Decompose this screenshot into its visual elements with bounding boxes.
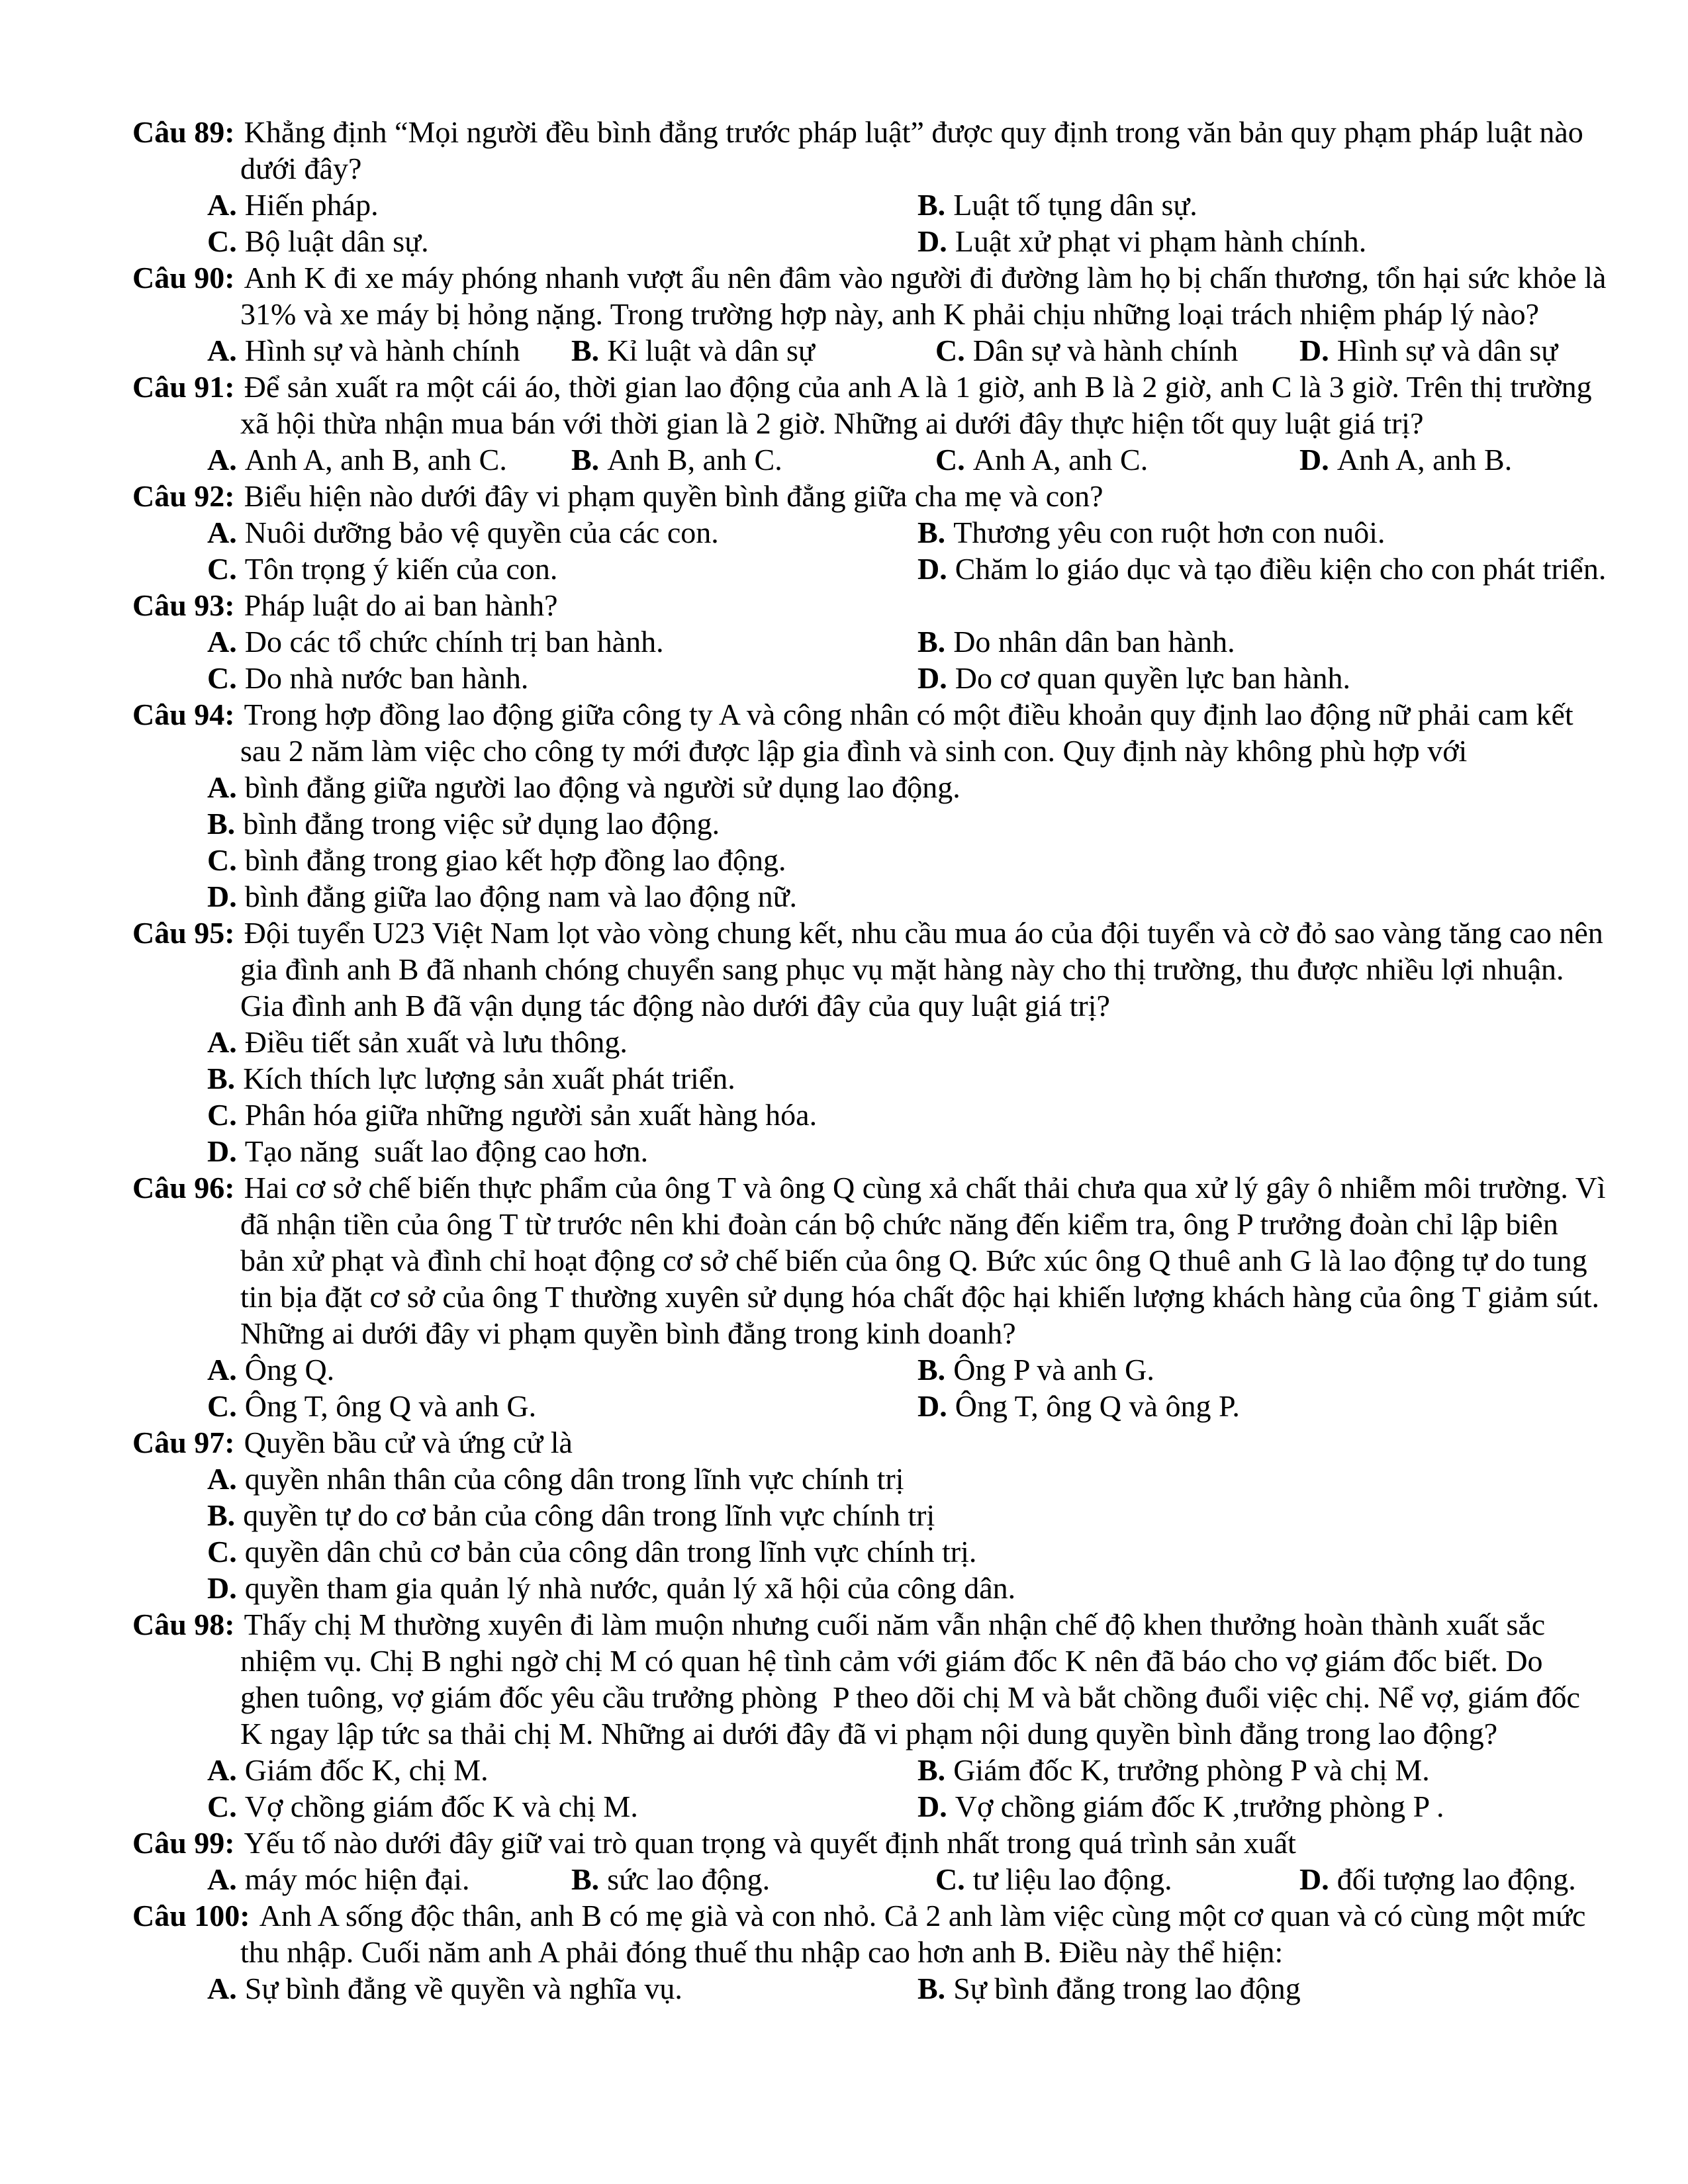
- option-letter: B.: [917, 516, 946, 549]
- option-letter: A.: [207, 443, 237, 477]
- option-letter: D.: [1299, 443, 1329, 477]
- question-block: [0, 696, 1688, 915]
- option-row: [0, 332, 1688, 369]
- option: [935, 334, 1238, 367]
- option: [207, 1862, 470, 1896]
- option-row: [0, 1097, 1688, 1133]
- question-line: [0, 1897, 1688, 1934]
- option-cell: [917, 1351, 1154, 1388]
- option: [207, 807, 720, 841]
- option-text: Luật xử phạt vi phạm hành chính.: [955, 224, 1367, 258]
- option-text: Giám đốc K, chị M.: [244, 1753, 489, 1787]
- option-row: [0, 1970, 1688, 2007]
- option-row: [0, 441, 1688, 478]
- option-letter: B.: [917, 1972, 946, 2005]
- option-text: Sự bình đẳng về quyền và nghĩa vụ.: [244, 1972, 682, 2005]
- question-block: [0, 369, 1688, 478]
- option: [1299, 1862, 1576, 1896]
- question-text: Trong hợp đồng lao động giữa công ty A và công nhân có một điều khoản quy định lao động nữ phải cam kết: [244, 698, 1573, 731]
- option-text: Ông T, ông Q và ông P.: [955, 1389, 1240, 1423]
- option-row: [0, 1788, 1688, 1825]
- question-line: [0, 915, 1688, 951]
- option: [917, 1753, 1430, 1787]
- option-text: Điều tiết sản xuất và lưu thông.: [244, 1025, 628, 1059]
- option: [571, 443, 782, 477]
- option: [1299, 443, 1512, 477]
- option-cell: [207, 1861, 571, 1897]
- question-line: [0, 987, 1688, 1024]
- option-text: máy móc hiện đại.: [244, 1862, 470, 1896]
- option: [207, 1098, 817, 1132]
- question-text: đã nhận tiền của ông T từ trước nên khi đoàn cán bộ chức năng đến kiểm tra, ông P trưởng đoàn chỉ lập biên: [240, 1207, 1558, 1241]
- option-letter: B.: [917, 1753, 946, 1787]
- option-text: Do cơ quan quyền lực ban hành.: [955, 661, 1350, 695]
- option: [917, 516, 1385, 549]
- question-text: Pháp luật do ai ban hành?: [244, 588, 558, 622]
- option: [207, 1025, 628, 1059]
- option: [207, 552, 557, 586]
- option-cell: [207, 551, 917, 587]
- option-text: Nuôi dưỡng bảo vệ quyền của các con.: [244, 516, 719, 549]
- question-text: gia đình anh B đã nhanh chóng chuyển sang phục vụ mặt hàng này cho thị trường, thu được nhiều lợi nhuận.: [240, 952, 1564, 986]
- option-letter: C.: [207, 1389, 237, 1423]
- option: [207, 880, 797, 913]
- option: [207, 516, 719, 549]
- question-text: thu nhập. Cuối năm anh A phải đóng thuế thu nhập cao hơn anh B. Điều này thể hiện:: [240, 1935, 1284, 1969]
- question-number: Câu 90:: [132, 261, 235, 295]
- option-letter: D.: [207, 880, 237, 913]
- question-number: Câu 98:: [132, 1608, 235, 1641]
- question-number: Câu 97:: [132, 1426, 235, 1459]
- question-block: [0, 259, 1688, 369]
- option-cell: [935, 441, 1299, 478]
- option-row: [0, 1861, 1688, 1897]
- option-cell: [917, 1388, 1240, 1424]
- option-text: Dân sự và hành chính: [972, 334, 1239, 367]
- question-text: Những ai dưới đây vi phạm quyền bình đẳng trong kinh doanh?: [240, 1316, 1016, 1350]
- question-number: Câu 94:: [132, 698, 235, 731]
- question-text: Anh A sống độc thân, anh B có mẹ già và con nhỏ. Cả 2 anh làm việc cùng một cơ quan và có cùng một mức: [259, 1899, 1586, 1933]
- option: [917, 552, 1606, 586]
- option-text: Giám đốc K, trưởng phòng P và chị M.: [953, 1753, 1430, 1787]
- option-row: [0, 769, 1688, 805]
- option: [917, 1353, 1154, 1387]
- option-text: Chăm lo giáo dục và tạo điều kiện cho con phát triển.: [955, 552, 1607, 586]
- question-text: sau 2 năm làm việc cho công ty mới được lập gia đình và sinh con. Quy định này không phù hợp với: [240, 734, 1468, 768]
- question-text: ghen tuông, vợ giám đốc yêu cầu trưởng phòng P theo dõi chị M và bắt chồng đuổi việc chị. Nể vợ, giám đốc: [240, 1680, 1580, 1714]
- option-cell: [917, 1752, 1430, 1788]
- option-text: Hình sự và dân sự: [1336, 334, 1558, 367]
- option-letter: A.: [207, 1025, 237, 1059]
- option-cell: [935, 1861, 1299, 1897]
- question-number: Câu 100:: [132, 1899, 250, 1933]
- option-letter: C.: [207, 661, 237, 695]
- option-cell: [571, 1861, 935, 1897]
- option-text: Do nhà nước ban hành.: [244, 661, 529, 695]
- option-text: Vợ chồng giám đốc K ,trưởng phòng P .: [955, 1790, 1444, 1823]
- option-text: Kỉ luật và dân sự: [607, 334, 815, 367]
- option-text: Hình sự và hành chính: [244, 334, 520, 367]
- option-letter: A.: [207, 1753, 237, 1787]
- option: [207, 1753, 489, 1787]
- question-line: [0, 259, 1688, 296]
- option-cell: [207, 1788, 917, 1825]
- question-line: [0, 1825, 1688, 1861]
- option-letter: D.: [917, 1389, 947, 1423]
- option-row: [0, 1461, 1688, 1497]
- option-row: [0, 1533, 1688, 1570]
- question-text: Khẳng định “Mọi người đều bình đẳng trước pháp luật” được quy định trong văn bản quy phạm pháp luật nào: [244, 115, 1583, 149]
- option: [207, 188, 379, 222]
- exam-question-list: [0, 114, 1688, 2007]
- option-letter: C.: [207, 1535, 237, 1569]
- question-line: [0, 369, 1688, 405]
- option-cell: [917, 1788, 1444, 1825]
- option-letter: B.: [207, 1498, 236, 1532]
- question-line: [0, 296, 1688, 332]
- option-letter: A.: [207, 1972, 237, 2005]
- option-row: [0, 878, 1688, 915]
- question-line: [0, 1206, 1688, 1242]
- option-row: [0, 223, 1688, 259]
- option-row: [0, 1060, 1688, 1097]
- option-cell: [935, 332, 1299, 369]
- option: [207, 843, 786, 877]
- option-text: Ông Q.: [244, 1353, 335, 1387]
- option-cell: [571, 441, 935, 478]
- option: [935, 443, 1148, 477]
- question-text: Quyền bầu cử và ứng cử là: [244, 1426, 573, 1459]
- option-cell: [207, 332, 571, 369]
- option-text: Phân hóa giữa những người sản xuất hàng hóa.: [244, 1098, 818, 1132]
- option-letter: A.: [207, 1862, 237, 1896]
- option-text: Bộ luật dân sự.: [244, 224, 429, 258]
- option: [207, 1972, 682, 2005]
- option-cell: [1299, 1861, 1576, 1897]
- question-block: [0, 587, 1688, 696]
- option-letter: C.: [207, 1790, 237, 1823]
- option-text: Anh B, anh C.: [607, 443, 782, 477]
- option-row: [0, 623, 1688, 660]
- option: [917, 188, 1197, 222]
- option-text: Vợ chồng giám đốc K và chị M.: [244, 1790, 638, 1823]
- option: [1299, 334, 1558, 367]
- option: [917, 661, 1350, 695]
- question-number: Câu 91:: [132, 370, 235, 404]
- option: [917, 1790, 1444, 1823]
- option: [207, 661, 528, 695]
- question-line: [0, 114, 1688, 150]
- option: [917, 625, 1235, 659]
- option: [207, 1062, 735, 1095]
- question-line: [0, 1934, 1688, 1970]
- question-number: Câu 92:: [132, 479, 235, 513]
- option-letter: C.: [207, 224, 237, 258]
- option-row: [0, 1388, 1688, 1424]
- option-letter: B.: [917, 1353, 946, 1387]
- option-letter: D.: [917, 224, 947, 258]
- option-cell: [917, 660, 1350, 696]
- option-letter: B.: [207, 1062, 236, 1095]
- option-text: Tạo năng suất lao động cao hơn.: [244, 1134, 649, 1168]
- option-row: [0, 1752, 1688, 1788]
- option-text: Luật tố tụng dân sự.: [953, 188, 1197, 222]
- option-letter: A.: [207, 770, 237, 804]
- option: [207, 224, 429, 258]
- option-row: [0, 1570, 1688, 1606]
- option-text: Anh A, anh B, anh C.: [244, 443, 507, 477]
- question-block: [0, 1825, 1688, 1897]
- question-number: Câu 96:: [132, 1171, 235, 1205]
- question-text: tin bịa đặt cơ sở của ông T thường xuyên sử dụng hóa chất độc hại khiến lượng khách hàng của ông T giảm sút.: [240, 1280, 1600, 1314]
- option: [571, 1862, 770, 1896]
- option-text: Ông P và anh G.: [953, 1353, 1154, 1387]
- option-text: Sự bình đẳng trong lao động: [953, 1972, 1301, 2005]
- question-text: xã hội thừa nhận mua bán với thời gian là 2 giờ. Những ai dưới đây thực hiện tốt quy luật giá trị?: [240, 406, 1424, 440]
- option-letter: A.: [207, 1353, 237, 1387]
- question-text: bản xử phạt và đình chỉ hoạt động cơ sở chế biến của ông Q. Bức xúc ông Q thuê anh G là lao động tự do tung: [240, 1244, 1587, 1277]
- option-cell: [917, 514, 1385, 551]
- question-line: [0, 1643, 1688, 1679]
- question-line: [0, 1242, 1688, 1279]
- option-cell: [207, 660, 917, 696]
- question-text: Gia đình anh B đã vận dụng tác động nào dưới đây của quy luật giá trị?: [240, 989, 1110, 1023]
- option-letter: D.: [207, 1571, 237, 1605]
- option: [207, 334, 520, 367]
- option-letter: B.: [571, 443, 600, 477]
- option-text: Hiến pháp.: [244, 188, 379, 222]
- question-line: [0, 587, 1688, 623]
- option-text: tư liệu lao động.: [972, 1862, 1172, 1896]
- option-letter: D.: [1299, 1862, 1329, 1896]
- option-letter: B.: [207, 807, 236, 841]
- option-row: [0, 551, 1688, 587]
- option-text: bình đẳng giữa người lao động và người sử dụng lao động.: [244, 770, 961, 804]
- option-cell: [1299, 332, 1558, 369]
- option-letter: B.: [917, 188, 946, 222]
- option-cell: [207, 1388, 917, 1424]
- option: [207, 1462, 904, 1496]
- option-letter: B.: [917, 625, 946, 659]
- option-letter: A.: [207, 188, 237, 222]
- option-letter: D.: [917, 661, 947, 695]
- option-row: [0, 842, 1688, 878]
- option-text: Do các tổ chức chính trị ban hành.: [244, 625, 664, 659]
- question-line: [0, 1169, 1688, 1206]
- option-cell: [1299, 441, 1512, 478]
- option-cell: [207, 623, 917, 660]
- question-number: Câu 99:: [132, 1826, 235, 1860]
- option-text: sức lao động.: [607, 1862, 771, 1896]
- question-text: Yếu tố nào dưới đây giữ vai trò quan trọng và quyết định nhất trong quá trình sản xuất: [244, 1826, 1296, 1860]
- option-letter: C.: [207, 552, 237, 586]
- option-text: Anh A, anh B.: [1336, 443, 1513, 477]
- option: [207, 625, 664, 659]
- option: [207, 770, 961, 804]
- question-block: [0, 1897, 1688, 2007]
- option-cell: [917, 551, 1606, 587]
- question-number: Câu 93:: [132, 588, 235, 622]
- question-line: [0, 405, 1688, 441]
- option-letter: A.: [207, 1462, 237, 1496]
- question-block: [0, 1606, 1688, 1825]
- option-letter: A.: [207, 625, 237, 659]
- question-text: nhiệm vụ. Chị B nghi ngờ chị M có quan hệ tình cảm với giám đốc K nên đã báo cho vợ giám đốc biết. Do: [240, 1644, 1543, 1678]
- option-letter: D.: [1299, 334, 1329, 367]
- option: [207, 443, 507, 477]
- question-line: [0, 478, 1688, 514]
- option-row: [0, 1024, 1688, 1060]
- option-letter: D.: [207, 1134, 237, 1168]
- option-text: đối tượng lao động.: [1336, 1862, 1576, 1896]
- option-text: Anh A, anh C.: [972, 443, 1149, 477]
- question-text: Để sản xuất ra một cái áo, thời gian lao động của anh A là 1 giờ, anh B là 2 giờ, anh C là 3 giờ. Trên thị trường: [244, 370, 1592, 404]
- question-block: [0, 478, 1688, 587]
- option-text: bình đẳng trong giao kết hợp đồng lao động.: [244, 843, 786, 877]
- option-text: bình đẳng giữa lao động nam và lao động nữ.: [244, 880, 798, 913]
- option-letter: D.: [917, 552, 947, 586]
- option-letter: B.: [571, 334, 600, 367]
- question-line: [0, 951, 1688, 987]
- option-cell: [207, 1351, 917, 1388]
- option-cell: [917, 623, 1235, 660]
- option-row: [0, 1351, 1688, 1388]
- option-letter: C.: [207, 843, 237, 877]
- option: [917, 1972, 1301, 2005]
- option-text: quyền tự do cơ bản của công dân trong lĩnh vực chính trị: [243, 1498, 935, 1532]
- option-row: [0, 514, 1688, 551]
- question-line: [0, 1424, 1688, 1461]
- option-cell: [207, 514, 917, 551]
- question-text: Hai cơ sở chế biến thực phẩm của ông T và ông Q cùng xả chất thải chưa qua xử lý gây ô nhiễm môi trường. Vì: [244, 1171, 1606, 1205]
- option-text: Thương yêu con ruột hơn con nuôi.: [953, 516, 1385, 549]
- option-row: [0, 805, 1688, 842]
- option-text: Tôn trọng ý kiến của con.: [244, 552, 558, 586]
- question-line: [0, 1315, 1688, 1351]
- option-row: [0, 187, 1688, 223]
- option-cell: [207, 1752, 917, 1788]
- option-row: [0, 660, 1688, 696]
- question-block: [0, 1424, 1688, 1606]
- option: [917, 224, 1366, 258]
- question-number: Câu 89:: [132, 115, 235, 149]
- option-cell: [207, 441, 571, 478]
- question-line: [0, 150, 1688, 187]
- option: [935, 1862, 1172, 1896]
- question-line: [0, 1715, 1688, 1752]
- option-text: Kích thích lực lượng sản xuất phát triển.: [243, 1062, 735, 1095]
- option-cell: [571, 332, 935, 369]
- option-letter: A.: [207, 516, 237, 549]
- question-block: [0, 114, 1688, 259]
- question-text: K ngay lập tức sa thải chị M. Những ai dưới đây đã vi phạm nội dung quyền bình đẳng trong lao động?: [240, 1717, 1498, 1751]
- option-text: bình đẳng trong việc sử dụng lao động.: [243, 807, 720, 841]
- option-cell: [207, 223, 917, 259]
- option-text: quyền dân chủ cơ bản của công dân trong lĩnh vực chính trị.: [244, 1535, 977, 1569]
- option: [207, 1535, 976, 1569]
- question-text: Thấy chị M thường xuyên đi làm muộn nhưng cuối năm vẫn nhận chế độ khen thưởng hoàn thành xuất sắc: [244, 1608, 1546, 1641]
- question-block: [0, 915, 1688, 1169]
- option-cell: [207, 187, 917, 223]
- option-row: [0, 1497, 1688, 1533]
- question-line: [0, 1679, 1688, 1715]
- option-letter: C.: [207, 1098, 237, 1132]
- option-letter: B.: [571, 1862, 600, 1896]
- option: [207, 1134, 648, 1168]
- option: [207, 1790, 638, 1823]
- question-text: dưới đây?: [240, 152, 362, 185]
- option: [207, 1498, 935, 1532]
- option-cell: [917, 223, 1366, 259]
- option-cell: [917, 187, 1197, 223]
- option: [917, 1389, 1240, 1423]
- option-text: Ông T, ông Q và anh G.: [244, 1389, 537, 1423]
- question-block: [0, 1169, 1688, 1424]
- question-text: Anh K đi xe máy phóng nhanh vượt ẩu nên đâm vào người đi đường làm họ bị chấn thương, tổn hại sức khỏe là: [244, 261, 1607, 295]
- option-text: Do nhân dân ban hành.: [953, 625, 1235, 659]
- option: [207, 1389, 536, 1423]
- option: [571, 334, 815, 367]
- question-line: [0, 1279, 1688, 1315]
- option-letter: A.: [207, 334, 237, 367]
- question-text: 31% và xe máy bị hỏng nặng. Trong trường hợp này, anh K phải chịu những loại trách nhiệm pháp lý nào?: [240, 297, 1540, 331]
- option-row: [0, 1133, 1688, 1169]
- option: [207, 1571, 1015, 1605]
- option-cell: [917, 1970, 1301, 2007]
- question-text: Đội tuyển U23 Việt Nam lọt vào vòng chung kết, nhu cầu mua áo của đội tuyển và cờ đỏ sao vàng tăng cao nên: [244, 916, 1603, 950]
- question-line: [0, 733, 1688, 769]
- question-text: Biểu hiện nào dưới đây vi phạm quyền bình đẳng giữa cha mẹ và con?: [244, 479, 1103, 513]
- question-line: [0, 696, 1688, 733]
- option: [207, 1353, 334, 1387]
- option-letter: C.: [935, 1862, 965, 1896]
- option-letter: C.: [935, 334, 965, 367]
- option-cell: [207, 1970, 917, 2007]
- option-text: quyền tham gia quản lý nhà nước, quản lý xã hội của công dân.: [244, 1571, 1016, 1605]
- option-letter: C.: [935, 443, 965, 477]
- option-text: quyền nhân thân của công dân trong lĩnh vực chính trị: [244, 1462, 904, 1496]
- question-line: [0, 1606, 1688, 1643]
- question-number: Câu 95:: [132, 916, 235, 950]
- option-letter: D.: [917, 1790, 947, 1823]
